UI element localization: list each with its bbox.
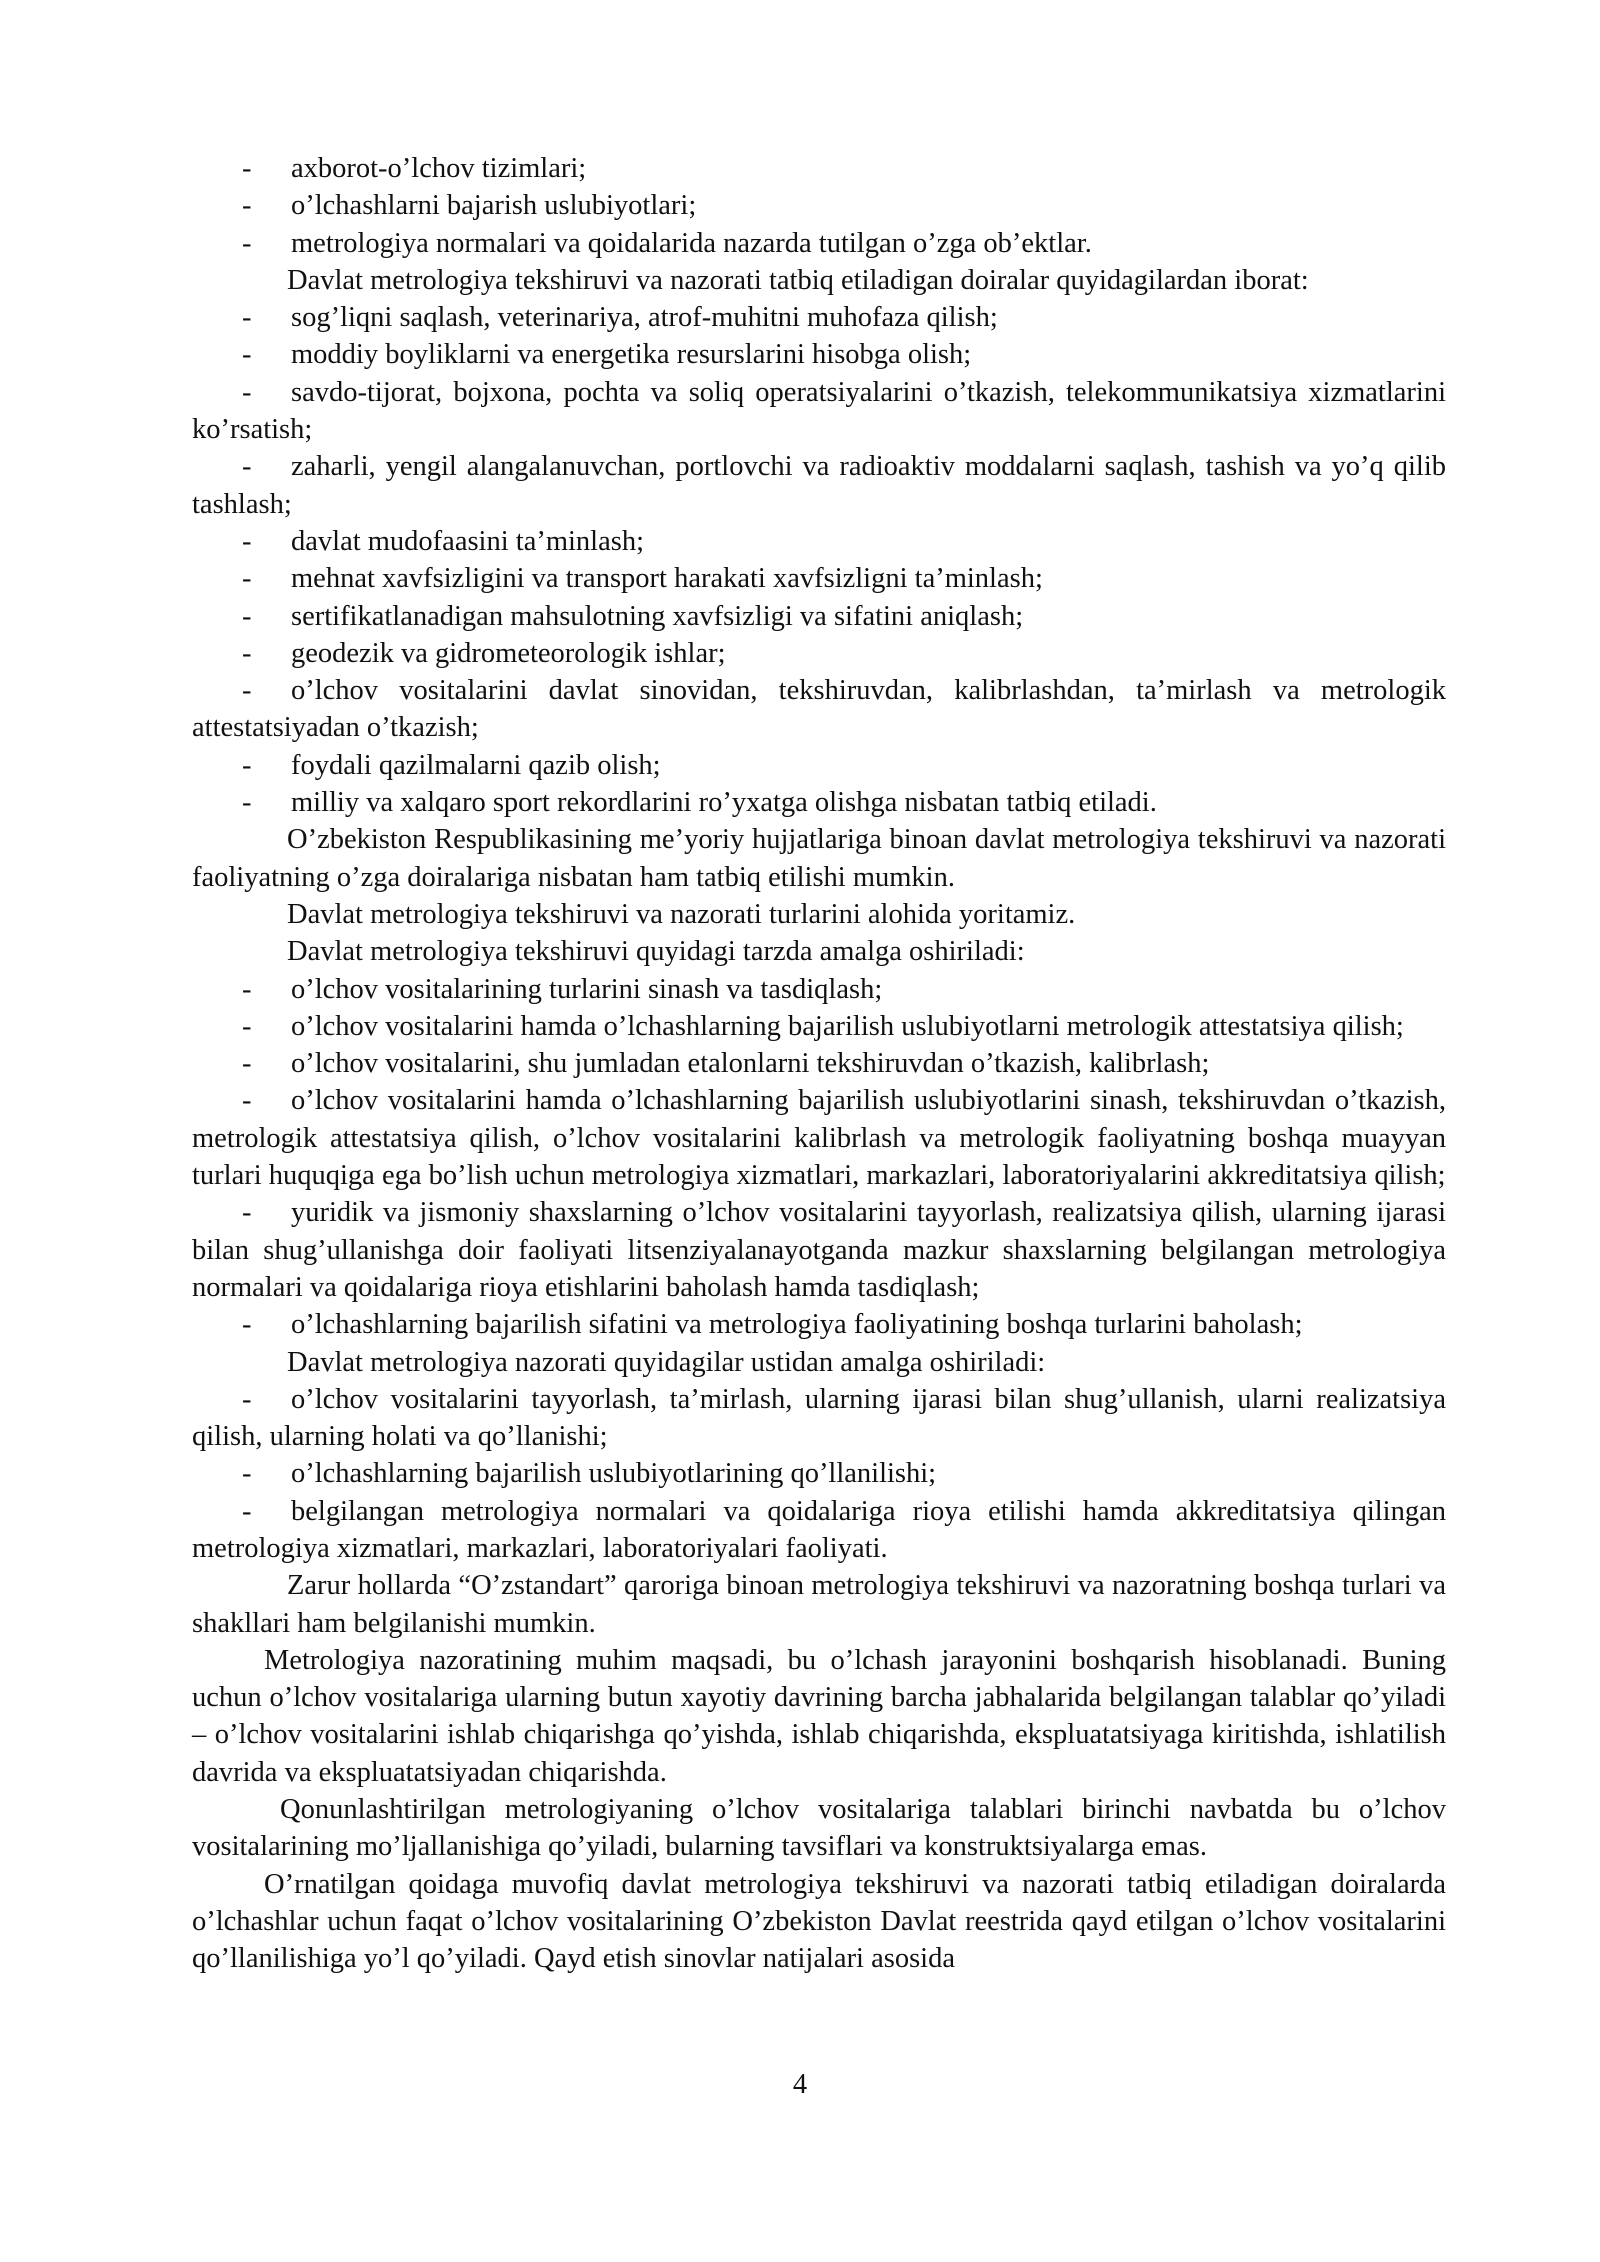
list-item-text: belgilangan metrologiya normalari va qoidalariga rioya etilishi hamda akkreditatsiya qilingan metrologiya xizmatlari, markazlari, laboratoriyalari faoliyati.	[192, 1495, 1446, 1564]
list-item	[192, 299, 1446, 336]
list-item-text: o’lchov vositalarining turlarini sinash va tasdiqlash;	[291, 973, 883, 1005]
list-item	[192, 784, 1446, 821]
list-dash: -	[242, 1495, 252, 1527]
list-dash: -	[242, 749, 252, 781]
list-item	[192, 1082, 1446, 1194]
list-item-text: o’lchov vositalarini hamda o’lchashlarning bajarilish uslubiyotlarini sinash, tekshiruvdan o’tkazish, metrologik attestatsiya qilish, o’lchov vositalarini kalibrlash va metrologik faoliyatning boshqa muayyan turlari huquqiga ega bo’lish uchun metrologiya xizmatlari, markazlari, laboratoriyalarini akkreditatsiya qilish;	[192, 1085, 1446, 1192]
list-item-text: milliy va xalqaro sport rekordlarini ro’yxatga olishga nisbatan tatbiq etiladi.	[291, 787, 1157, 819]
list-item-text: o’lchov vositalarini, shu jumladan etalonlarni tekshiruvdan o’tkazish, kalibrlash;	[291, 1048, 1210, 1080]
paragraph: Davlat metrologiya nazorati quyidagilar ustidan amalga oshiriladi:	[287, 1346, 1046, 1378]
list-item-text: metrologiya normalari va qoidalarida nazarda tutilgan o’zga ob’ektlar.	[291, 227, 1092, 259]
list-dash: -	[242, 1383, 252, 1415]
document-body	[192, 150, 1446, 1978]
list-dash: -	[242, 339, 252, 371]
list-item	[192, 1381, 1446, 1456]
list-dash: -	[242, 675, 252, 707]
list-item-text: mehnat xavfsizligini va transport harakati xavfsizligni ta’minlash;	[291, 563, 1043, 595]
list-dash: -	[242, 1085, 252, 1117]
list-item	[192, 1045, 1446, 1082]
list-item-text: foydali qazilmalarni qazib olish;	[291, 749, 661, 781]
list-dash: -	[242, 1048, 252, 1080]
list-item	[192, 1306, 1446, 1343]
list-item-text: zaharli, yengil alangalanuvchan, portlovchi va radioaktiv moddalarni saqlash, tashish va yo’q qilib tashlash;	[192, 451, 1446, 520]
list-dash: -	[242, 1197, 252, 1229]
list-item-text: sertifikatlanadigan mahsulotning xavfsizligi va sifatini aniqlash;	[291, 600, 1024, 632]
page-number: 4	[792, 2069, 808, 2100]
list-dash: -	[242, 227, 252, 259]
list-item	[192, 1455, 1446, 1492]
list-item-text: moddiy boyliklarni va energetika resurslarini hisobga olish;	[291, 339, 972, 371]
paragraph: Qonunlashtirilgan metrologiyaning o’lchov vositalariga talablari birinchi navbatda bu o’lchov vositalarining mo’ljallanishiga qo’yiladi, bularning tavsiflari va konstruktsiyalarga emas.	[192, 1794, 1446, 1863]
paragraph: Zarur hollarda “O’zstandart” qaroriga binoan metrologiya tekshiruvi va nazoratning boshqa turlari va shakllari ham belgilanishi mumkin.	[192, 1570, 1446, 1639]
list-dash: -	[242, 787, 252, 819]
list-dash: -	[242, 1458, 252, 1490]
list-item	[192, 1008, 1446, 1045]
list-item	[192, 150, 1446, 187]
paragraph: Davlat metrologiya tekshiruvi va nazorati tatbiq etiladigan doiralar quyidagilardan iborat:	[287, 264, 1309, 296]
list-dash: -	[242, 302, 252, 334]
list-item-text: o’lchov vositalarini davlat sinovidan, tekshiruvdan, kalibrlashdan, ta’mirlash va metrologik attestatsiyadan o’tkazish;	[192, 675, 1446, 744]
list-dash: -	[242, 600, 252, 632]
list-dash: -	[242, 153, 252, 184]
list-item-text: o’lchov vositalarini tayyorlash, ta’mirlash, ularning ijarasi bilan shug’ullanish, ularni realizatsiya qilish, ularning holati va qo’llanishi;	[192, 1383, 1446, 1453]
list-item	[192, 336, 1446, 373]
list-item	[192, 747, 1446, 784]
list-item-text: savdo-tijorat, bojxona, pochta va soliq operatsiyalarini o’tkazish, telekommunikatsiya xizmatlarini ko’rsatish;	[192, 376, 1446, 446]
list-item-text: yuridik va jismoniy shaxslarning o’lchov vositalarini tayyorlash, realizatsiya qilish, ularning ijarasi bilan shug’ullanishga doir faoliyati litsenziyalanayotganda mazkur shaxslarning belgilangan metrologiya normalari va qoidalariga rioya etishlarini baholash hamda tasdiqlash;	[192, 1197, 1446, 1303]
list-item-text: o’lchashlarning bajarilish uslubiyotlarining qo’llanilishi;	[291, 1458, 937, 1490]
list-item	[192, 1194, 1446, 1306]
list-item-text: axborot-o’lchov tizimlari;	[291, 153, 587, 184]
paragraph: O’zbekiston Respublikasining me’yoriy hujjatlariga binoan davlat metrologiya tekshiruvi va nazorati faoliyatning o’zga doiralariga nisbatan ham tatbiq etilishi mumkin.	[192, 824, 1446, 893]
list-item	[192, 187, 1446, 224]
list-dash: -	[242, 190, 252, 222]
list-dash: -	[242, 973, 252, 1005]
paragraph: Davlat metrologiya tekshiruvi quyidagi tarzda amalga oshiriladi:	[287, 936, 1025, 968]
list-item-text: geodezik va gidrometeorologik ishlar;	[291, 637, 726, 669]
list-dash: -	[242, 637, 252, 669]
list-item	[192, 523, 1446, 560]
list-dash: -	[242, 1309, 252, 1341]
list-item-text: o’lchashlarni bajarish uslubiyotlari;	[291, 190, 697, 222]
list-dash: -	[242, 1010, 252, 1042]
list-item	[192, 635, 1446, 672]
list-item-text: o’lchov vositalarini hamda o’lchashlarning bajarilish uslubiyotlarni metrologik attestatsiya qilish;	[291, 1010, 1404, 1042]
list-item	[192, 672, 1446, 747]
list-item-text: o’lchashlarning bajarilish sifatini va metrologiya faoliyatining boshqa turlarini baholash;	[291, 1309, 1303, 1341]
list-item	[192, 374, 1446, 449]
list-item	[192, 225, 1446, 262]
paragraph: Davlat metrologiya tekshiruvi va nazorati turlarini alohida yoritamiz.	[287, 898, 1076, 930]
list-dash: -	[242, 563, 252, 595]
list-item	[192, 560, 1446, 597]
paragraph: O’rnatilgan qoidaga muvofiq davlat metrologiya tekshiruvi va nazorati tatbiq etiladigan doiralarda o’lchashlar uchun faqat o’lchov vositalarining O’zbekiston Davlat reestrida qayd etilgan o’lchov vositalarini qo’llanilishiga yo’l qo’yiladi. Qayd etish sinovlar natijalari asosida	[192, 1868, 1446, 1975]
list-item-text: davlat mudofaasini ta’minlash;	[291, 525, 644, 557]
list-dash: -	[242, 525, 252, 557]
list-item	[192, 1493, 1446, 1568]
paragraph: Metrologiya nazoratining muhim maqsadi, bu o’lchash jarayonini boshqarish hisoblanadi. Buning uchun o’lchov vositalariga ularning butun xayotiy davrining barcha jabhalarida belgilangan talablar qo’yiladi – o’lchov vositalarini ishlab chiqarishga qo’yishda, ishlab chiqarishda, ekspluatatsiyaga kiritishda, ishlatilish davrida va ekspluatatsiyadan chiqarishda.	[192, 1644, 1446, 1788]
list-dash: -	[242, 376, 252, 408]
list-dash: -	[242, 451, 252, 483]
list-item	[192, 971, 1446, 1008]
list-item	[192, 598, 1446, 635]
list-item	[192, 448, 1446, 523]
list-item-text: sog’liqni saqlash, veterinariya, atrof-muhitni muhofaza qilish;	[291, 302, 998, 334]
